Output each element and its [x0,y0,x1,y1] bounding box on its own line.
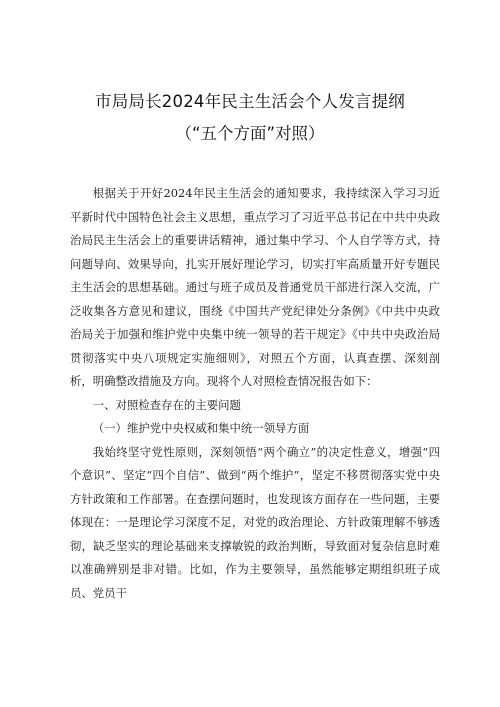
document-title: 市局局长2024年民主生活会个人发言提纲 [95,92,405,111]
section-heading: 一、对照检查存在的主要问题 [92,397,241,412]
subsection-heading: （一）维护党中央权威和集中统一领导方面 [92,421,310,435]
document-body [70,182,440,605]
document-subtitle: （“五个方面”对照） [175,124,325,143]
intro-paragraph: 根据关于开好2024年民主生活会的通知要求，我持续深入学习习近平新时代中国特色社会主义思想，重点学习了习近平总书记在中共中央政治局民主生活会上的重要讲话精神，通过集中学习、个人自学等方式，持问题导向、效果导向，扎实开展好理论学习，切实打牢高质量开好专题民主生活会的思想基础。通过与班子成员及普通党员干部进行深入交流，广泛收集各方意见和建议，围绕《中国共产党纪律处分条例》《中共中央政治局关于加强和维护党中央集中统一领导的若干规定》《中共中央政治局贯彻落实中央八项规定实施细则》，对照五个方面，认真查摆、深刻剖析，明确整改措施及方向。现将个人对照检查情况报告如下： [70,186,440,388]
body-paragraph: 我始终坚守党性原则，深刻领悟“两个确立”的决定性意义，增强“四个意识”、坚定“四个自信”、做到“两个维护”，坚定不移贯彻落实党中央方针政策和工作部署。在查摆问题时，也发现该方面存在一些问题，主要体现在：一是理论学习深度不足，对党的政治理论、方针政策理解不够透彻，缺乏坚实的理论基础来支撑敏锐的政治判断，导致面对复杂信息时难以准确辨别是非对错。比如，作为主要领导，虽然能够定期组织班子成员、党员干 [70,444,440,600]
